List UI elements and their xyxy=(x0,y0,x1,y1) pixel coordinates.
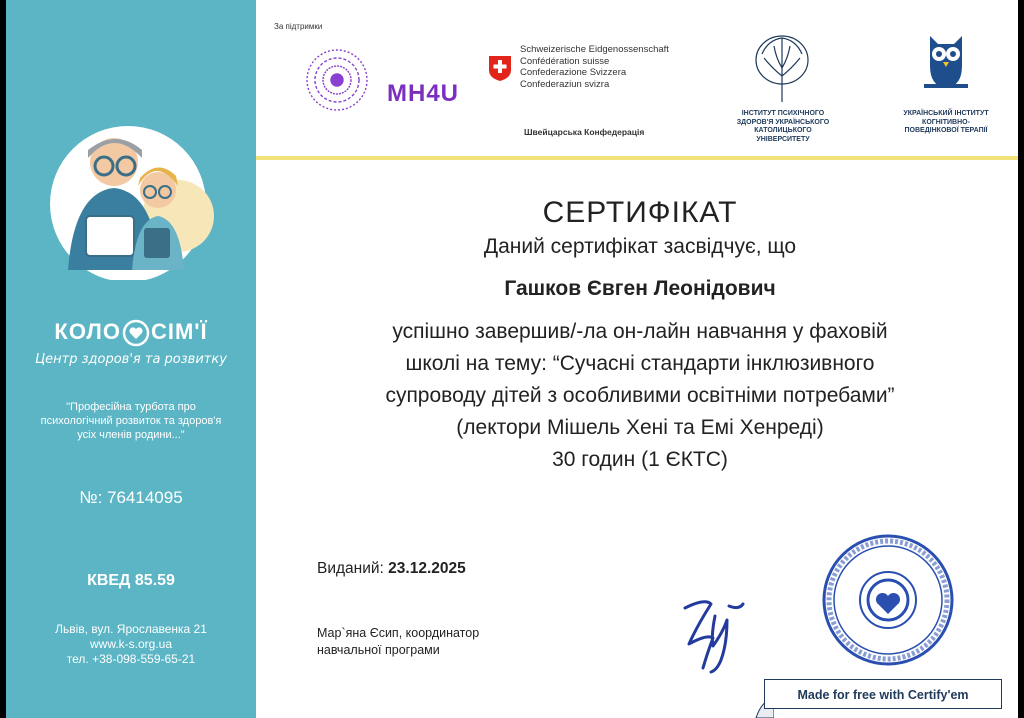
signer-role: навчальної програми xyxy=(317,643,440,657)
mental-health-institute-name xyxy=(718,110,848,144)
swiss-confederation-text xyxy=(520,44,669,90)
description-line: успішно завершив/-ла он-лайн навчання у фаховій xyxy=(392,320,888,343)
issued-date-value: 23.12.2025 xyxy=(388,560,466,577)
phone-line: тел. +38-098-559-65-21 xyxy=(66,652,196,666)
quote-line: психологічний розвиток та здоров'я xyxy=(40,415,222,427)
signer-info xyxy=(317,625,479,659)
swiss-flag-icon xyxy=(487,54,513,82)
certificate-page xyxy=(6,0,1018,718)
quote-line: "Професійна турбота про xyxy=(66,401,196,413)
brand-right: СІМ'Ї xyxy=(150,318,208,344)
sidebar-quote xyxy=(31,400,231,442)
swiss-line: Confédération suisse xyxy=(520,55,610,67)
institute-line: ЗДОРОВ'Я УКРАЇНСЬКОГО xyxy=(736,118,830,126)
description-line: школі на тему: “Сучасні стандарти інклюзивного xyxy=(405,352,875,375)
contact-address xyxy=(6,622,256,667)
address-line: Львів, вул. Ярославенка 21 xyxy=(55,622,207,636)
mh4u-logo: MH4U xyxy=(387,80,460,107)
tree-brain-logo-icon xyxy=(750,32,814,104)
organization-stamp xyxy=(818,530,958,670)
handwritten-signature xyxy=(671,586,753,682)
brand-left: КОЛО xyxy=(54,318,121,344)
swiss-confederation-ua: Швейцарська Конфедерація xyxy=(524,127,645,137)
hours-line: 30 годин (1 ЄКТС) xyxy=(552,448,728,471)
cbt-institute-name xyxy=(886,110,1006,136)
brand-tagline: Центр здоров'я та розвитку xyxy=(35,352,227,367)
swiss-line: Schweizerische Eidgenossenschaft xyxy=(520,44,669,55)
institute-line: КАТОЛИЦЬКОГО xyxy=(754,127,812,134)
sidebar xyxy=(6,0,256,718)
quote-line: усіх членів родини..." xyxy=(77,429,185,441)
header-divider xyxy=(256,156,1018,160)
mental-health-circle-logo xyxy=(289,42,385,118)
lecturers-line: (лектори Мішель Хені та Емі Хенреді) xyxy=(456,416,824,439)
heart-logo-icon xyxy=(121,318,151,348)
institute-line: УКРАЇНСЬКИЙ ІНСТИТУТ xyxy=(903,110,989,117)
support-label: За підтримки xyxy=(274,22,323,31)
swiss-line: Confederaziun svizra xyxy=(520,78,610,90)
certificate-intro: Даний сертифікат засвідчує, що xyxy=(483,235,797,258)
brand-name xyxy=(6,318,256,348)
signer-name: Мар`яна Єсип, координатор xyxy=(317,626,480,640)
description-line: супроводу дітей з особливими освітніми потребами” xyxy=(385,384,895,407)
certifyem-badge[interactable]: Made for free with Certify'em xyxy=(764,679,1002,709)
institute-line: УНІВЕРСИТЕТУ xyxy=(756,135,810,143)
swiss-line: Confederazione Svizzera xyxy=(520,67,627,78)
institute-line: ІНСТИТУТ ПСИХІЧНОГО xyxy=(741,110,825,117)
course-description xyxy=(268,316,1012,476)
institute-line: КОГНІТИВНО- xyxy=(922,118,970,126)
certificate-title: СЕРТИФІКАТ xyxy=(542,196,738,229)
recipient-name: Гашков Євген Леонідович xyxy=(504,277,776,300)
institute-line: ПОВЕДІНКОВОЇ ТЕРАПІЇ xyxy=(904,127,988,134)
kved-code: КВЕД 85.59 xyxy=(87,572,175,589)
family-illustration xyxy=(28,120,228,280)
issued-label: Виданий: xyxy=(317,560,389,577)
owl-logo-icon xyxy=(920,30,972,90)
certificate-number: №: 76414095 xyxy=(79,488,183,507)
website-line: www.k-s.org.ua xyxy=(89,637,173,651)
issue-date xyxy=(317,560,466,578)
